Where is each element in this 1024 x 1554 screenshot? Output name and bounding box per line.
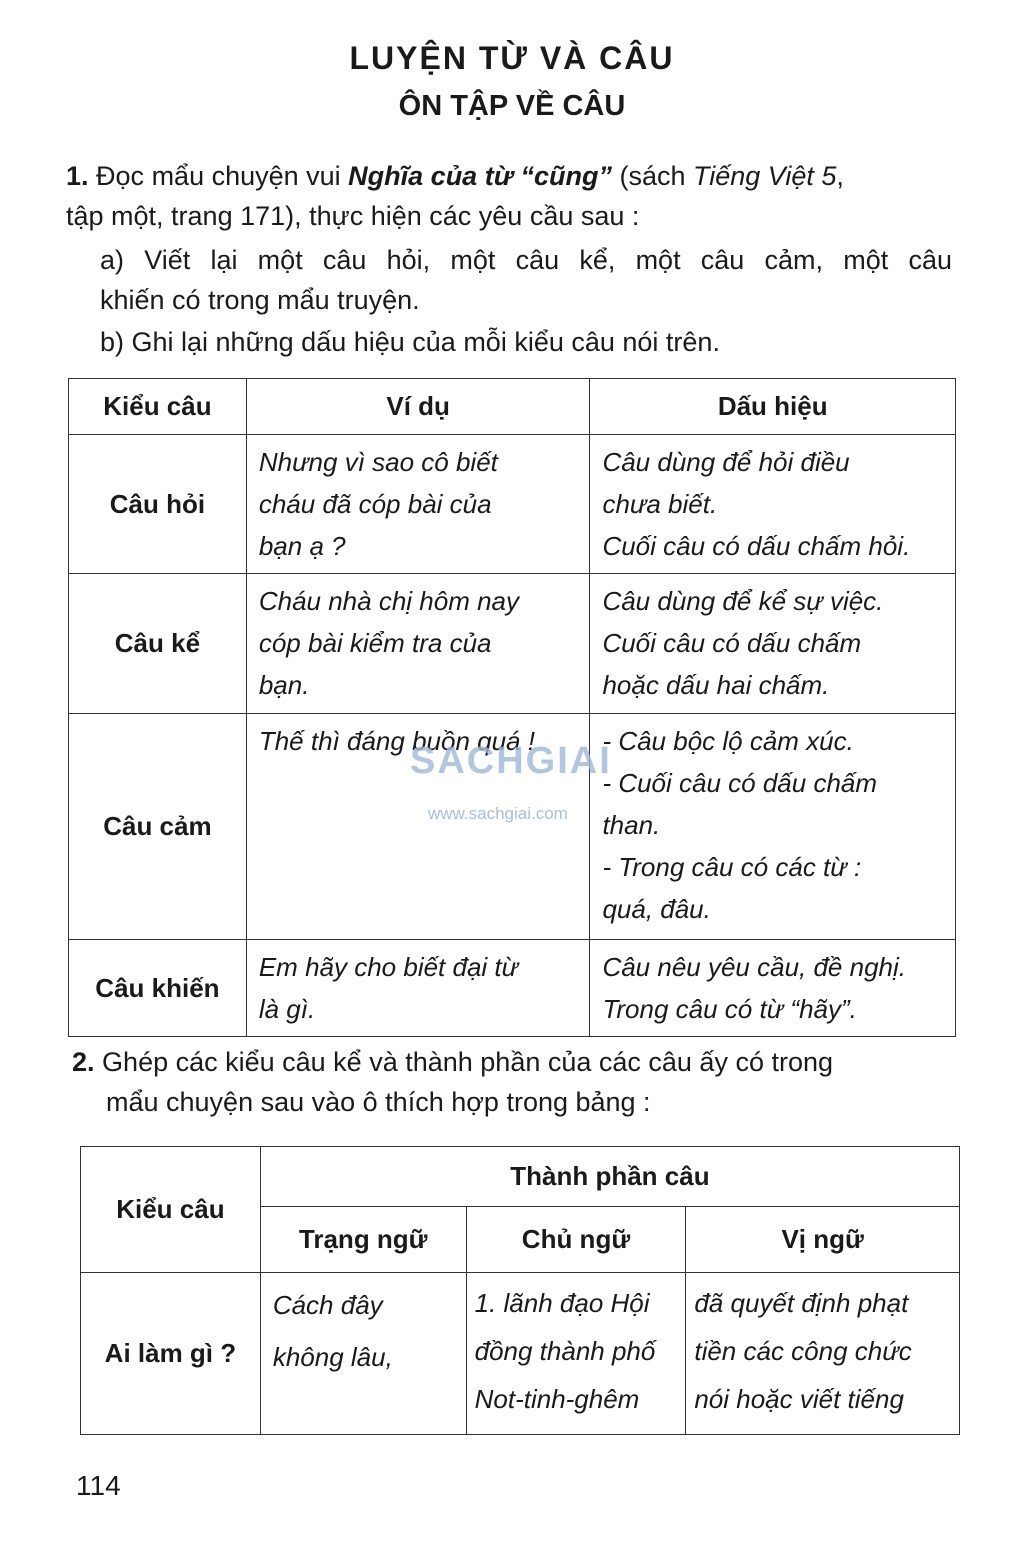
col-header-adverbial: Trạng ngữ xyxy=(260,1207,466,1273)
example-line: Nhưng vì sao cô biết xyxy=(258,447,498,477)
sign-line: chưa biết. xyxy=(602,489,718,519)
exercise-1-number: 1. xyxy=(66,161,89,191)
row-type-question: Câu hỏi xyxy=(69,435,247,574)
row-type-exclamation: Câu cảm xyxy=(69,714,247,940)
sign-line: than. xyxy=(602,810,661,840)
exercise-2-line-2: mẩu chuyện sau vào ô thích hợp trong bảng : xyxy=(106,1087,651,1117)
table-row xyxy=(69,940,956,1037)
example-line: cóp bài kiểm tra của xyxy=(258,628,492,658)
col-header-signs: Dấu hiệu xyxy=(590,379,956,435)
page-number: 114 xyxy=(76,1470,121,1501)
sign-line: - Câu bộc lộ cảm xúc. xyxy=(602,726,854,756)
sentence-components-table xyxy=(80,1146,960,1435)
sign-line: quá, đâu. xyxy=(602,894,711,924)
sign-line: Cuối câu có dấu chấm hỏi. xyxy=(602,531,911,561)
sign-line: Trong câu có từ “hãy”. xyxy=(602,994,857,1024)
predicate-line: nói hoặc viết tiếng xyxy=(694,1384,904,1414)
col-header-example: Ví dụ xyxy=(246,379,590,435)
sign-line: Cuối câu có dấu chấm xyxy=(602,628,862,658)
table-header-row xyxy=(81,1147,960,1207)
book-title: Tiếng Việt 5 xyxy=(693,161,837,191)
table-row xyxy=(69,574,956,714)
row-signs xyxy=(590,435,956,574)
example-line: Em hãy cho biết đại từ xyxy=(258,952,519,982)
row-subject xyxy=(466,1273,686,1435)
example-line: cháu đã cóp bài của xyxy=(258,489,492,519)
exercise-1-line-1 xyxy=(66,156,956,196)
exercise-2-text: Ghép các kiểu câu kể và thành phần của các câu ấy có trong xyxy=(102,1047,834,1077)
col-header-predicate: Vị ngữ xyxy=(686,1207,960,1273)
sign-line: Câu nêu yêu cầu, đề nghị. xyxy=(602,952,906,982)
table-row xyxy=(81,1273,960,1435)
example-line: Thế thì đáng buồn quá ! xyxy=(258,726,535,756)
exercise-1-line-2: tập một, trang 171), thực hiện các yêu cầu sau : xyxy=(66,201,640,231)
task-a-line-1: a) Viết lại một câu hỏi, một câu kể, một câu cảm, một câu xyxy=(100,245,952,275)
example-line: bạn ạ ? xyxy=(258,531,346,561)
example-line: là gì. xyxy=(258,994,316,1024)
sign-line: Câu dùng để hỏi điều xyxy=(602,447,850,477)
sign-line: hoặc dấu hai chấm. xyxy=(602,670,830,700)
sign-line: Câu dùng để kể sự việc. xyxy=(602,586,884,616)
adverbial-line: Cách đây xyxy=(272,1290,383,1320)
row-type-statement: Câu kể xyxy=(69,574,247,714)
exercise-2-line-1 xyxy=(72,1042,833,1082)
lesson-subtitle: ÔN TẬP VỀ CÂU xyxy=(398,90,626,122)
col-header-subject: Chủ ngữ xyxy=(466,1207,686,1273)
row-type-imperative: Câu khiến xyxy=(69,940,247,1037)
sentence-types-table xyxy=(68,378,956,1037)
task-b: b) Ghi lại những dấu hiệu của mỗi kiểu câu nói trên. xyxy=(100,327,720,357)
row-example xyxy=(246,574,590,714)
col-header-type: Kiểu câu xyxy=(81,1147,261,1273)
row-predicate xyxy=(686,1273,960,1435)
example-line: bạn. xyxy=(258,670,310,700)
col-header-type: Kiểu câu xyxy=(69,379,247,435)
table-header-row xyxy=(69,379,956,435)
row-type: Ai làm gì ? xyxy=(81,1273,261,1435)
table-row xyxy=(69,435,956,574)
predicate-line: đã quyết định phạt xyxy=(694,1288,909,1318)
subject-line: Not-tinh-ghêm xyxy=(474,1384,640,1414)
watermark-logo: SACHGIAI xyxy=(410,740,612,782)
row-signs xyxy=(590,574,956,714)
row-example xyxy=(246,940,590,1037)
row-signs xyxy=(590,714,956,940)
adverbial-line: không lâu, xyxy=(272,1342,393,1372)
predicate-line: tiền các công chức xyxy=(694,1336,912,1366)
task-a-line-2: khiến có trong mẩu truyện. xyxy=(100,285,420,315)
row-adverbial xyxy=(260,1273,466,1435)
exercise-1-intro-b: (sách xyxy=(611,161,693,191)
lesson-title: LUYỆN TỪ VÀ CÂU xyxy=(349,40,675,76)
exercise-1-intro-c: , xyxy=(836,161,844,191)
example-line: Cháu nhà chị hôm nay xyxy=(258,586,520,616)
watermark-url: www.sachgiai.com xyxy=(428,804,568,823)
row-example xyxy=(246,435,590,574)
subject-line: 1. lãnh đạo Hội xyxy=(474,1288,650,1318)
sign-line: - Cuối câu có dấu chấm xyxy=(602,768,878,798)
exercise-1-intro: Đọc mẩu chuyện vui xyxy=(96,161,349,191)
col-header-components: Thành phần câu xyxy=(260,1147,959,1207)
story-title: Nghĩa của từ “cũng” xyxy=(348,161,612,191)
sign-line: - Trong câu có các từ : xyxy=(602,852,862,882)
exercise-2-number: 2. xyxy=(72,1047,95,1077)
row-signs xyxy=(590,940,956,1037)
subject-line: đồng thành phố xyxy=(474,1336,656,1366)
